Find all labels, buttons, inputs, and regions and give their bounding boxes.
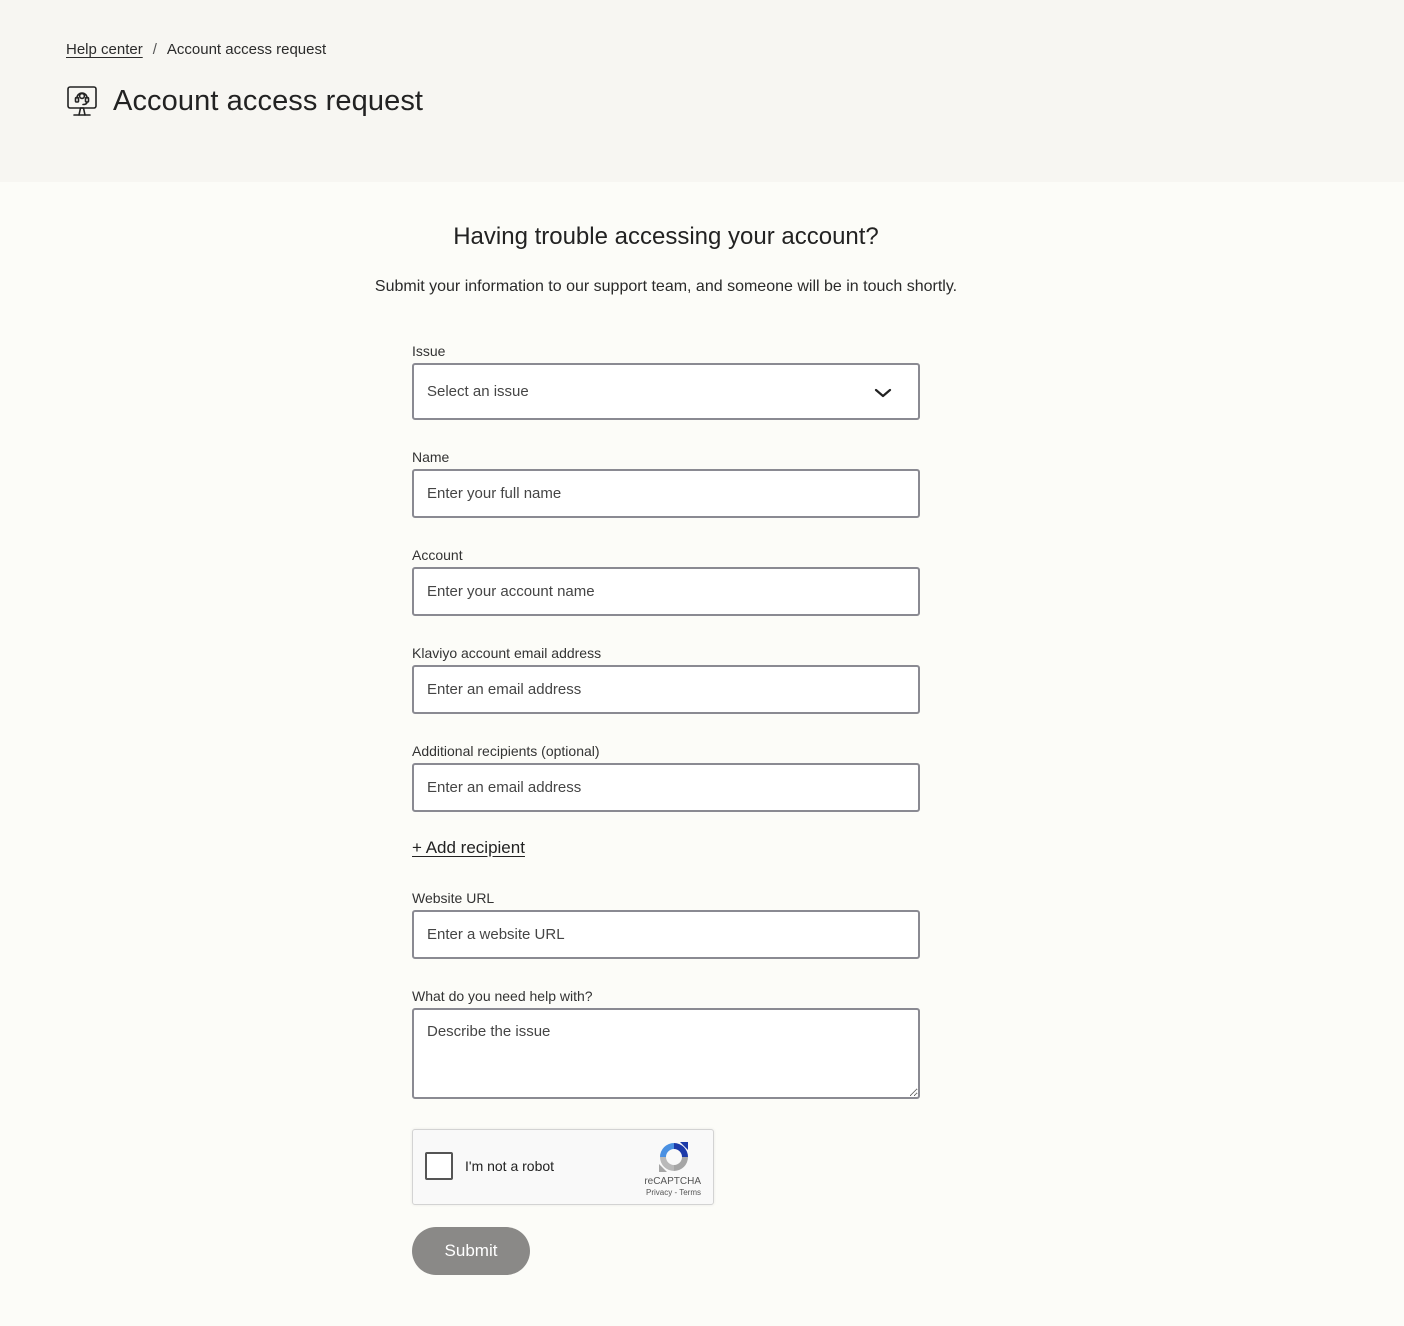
- breadcrumb-help-center-link[interactable]: Help center: [66, 41, 143, 58]
- account-label: Account: [412, 547, 463, 563]
- help-textarea[interactable]: [412, 1008, 920, 1099]
- support-headset-monitor-icon: [66, 85, 98, 117]
- recaptcha-brand: reCAPTCHA: [644, 1176, 701, 1187]
- email-field: [412, 644, 920, 714]
- name-label: Name: [412, 449, 450, 465]
- website-field: [412, 889, 920, 959]
- form-subheading: Submit your information to our support team, and someone will be in touch shortly.: [374, 278, 958, 295]
- recipients-input[interactable]: [412, 763, 920, 812]
- recaptcha-widget: [412, 1129, 714, 1205]
- page-title: Account access request: [113, 85, 424, 117]
- add-recipient-link[interactable]: + Add recipient: [412, 838, 525, 857]
- name-input[interactable]: [412, 469, 920, 518]
- issue-select[interactable]: [412, 363, 920, 420]
- submit-button[interactable]: Submit: [412, 1227, 530, 1275]
- recipients-field: [412, 742, 920, 812]
- website-input[interactable]: [412, 910, 920, 959]
- help-label: What do you need help with?: [412, 988, 593, 1004]
- breadcrumb-current: Account access request: [166, 41, 327, 58]
- recaptcha-checkbox[interactable]: [425, 1152, 453, 1180]
- account-field: [412, 546, 920, 616]
- name-field: [412, 448, 920, 518]
- page-header: [0, 0, 1404, 182]
- breadcrumb-separator: /: [152, 41, 157, 58]
- issue-label: Issue: [412, 343, 446, 359]
- chevron-down-icon: [874, 386, 892, 398]
- issue-select-value: Select an issue: [427, 383, 529, 400]
- recaptcha-logo-icon: [657, 1140, 691, 1174]
- account-input[interactable]: [412, 567, 920, 616]
- breadcrumb: [66, 40, 326, 60]
- issue-field: [412, 342, 920, 420]
- help-field: [412, 987, 920, 1099]
- form-heading: Having trouble accessing your account?: [453, 223, 879, 250]
- website-label: Website URL: [412, 890, 495, 906]
- title-row: [66, 84, 423, 118]
- recaptcha-label: I'm not a robot: [465, 1158, 555, 1174]
- recipients-label: Additional recipients (optional): [412, 743, 600, 759]
- email-label: Klaviyo account email address: [412, 645, 602, 661]
- email-input[interactable]: [412, 665, 920, 714]
- recaptcha-privacy-terms-links[interactable]: Privacy - Terms: [646, 1188, 701, 1197]
